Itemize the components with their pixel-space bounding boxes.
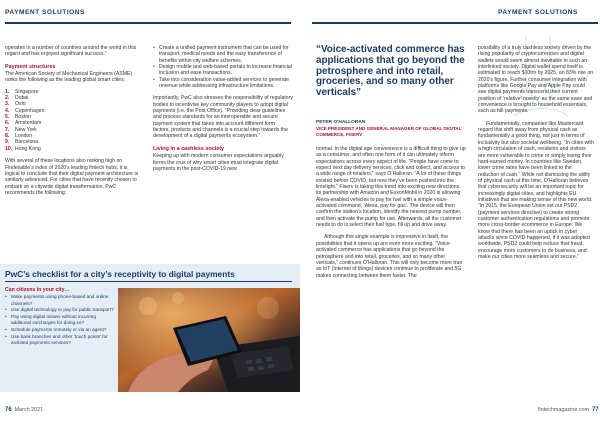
quote-attribution-title: VICE PRESIDENT AND GENERAL MANAGER OF GLOBAL DIGITAL COMMERCE, FISERV [316,126,462,137]
city-name: Copenhagen [15,107,45,114]
recommendation-item: • Take into consideration value-added services to generate revenue while addressing infrastructure limitations. [153,77,293,90]
city-rank: 5. [5,114,10,121]
intro-paragraph: operates in a number of countries around the world in this regard and has enjoyed significant success.” [5,45,137,58]
checklist-item: • Make payments using phone-based and online channels? [5,294,117,307]
voice-commerce-paragraph: Although this single example is impressive in itself, the possibilities that it opens up are even more exciting. “Voice-activated commerce has applications that go beyond the petrosphere and into retail, groceries, and so many other verticals,” continues O’Halloran. This will only become more true as IoT (Internet of things) devices continue to proliferate and 5G makes connecting between them faster. The [316,234,463,279]
checklist-item: • Use digital technology to pay for public transport? [5,307,117,314]
right-column-2 [478,45,594,266]
checklist-item: • Schedule payments remotely or via an agent? [5,327,117,334]
smart-cities-list [5,89,143,152]
mastercard-paragraph: Fundamentally, companies like Mastercard regard this shift away from physical cash as fundamentally a good thing, not just in terms of inclusivity but also societal wellbeing. “In cities with a high circulation of cash, residents and visitors are more vulnerable to crime or simply losing their hard-earned money. In countries like Sweden, lower crime rates have been linked to the reduction of cash.” While not dismissing the utility of physical cash at this time, O’Halloran believes that cybersecurity will be an important topic for increasingly digital cities, and highlights EU initiatives that are making sense of this new world. “In 2015, the European Union set out PSD2 (payment services directive) to create strong customer authentication regulations and promote more cross-border ecommerce in Europe. We know that there has been an uptick in cyber attacks since COVID happened, if it was adopted worldwide, PSD2 could help reduce that fraud, encourage more customers to do business, and make our cities more seamless and secure.” [478,120,594,260]
convenience-paragraph: normal. In the digital age convenience is a difficult thing to give up as a consumer, and often one form of it can ultimately inform expectations across every aspect of life. “People have come to expect next day delivery services, click and collect, and access to a wide range of retailers,” says O’Halloran. “A lot of these things existed before COVID, but now they’ve been pushed into the limelight.” Fiserv is taking this trend into exciting new directions, its partnership with Amazon and ExxonMobil in 2020 is allowing Alexa-enabled vehicles to pay for fuel with a simple voice-activated command, ‘Alexa, pay for gas’. The device will then confirm the station’s location, identify the nearest pump number, and then activate the pump for use. Afterwards, all the customer needs to do is select their fuel type, fill up and drive away. [316,146,466,229]
magazine-site: fintechmagazine.com [538,407,589,413]
city-name: Hong Kong [15,145,41,152]
right-page [300,0,600,424]
city-rank: 9. [5,139,10,146]
header-rule-left [5,22,291,24]
header-rule-right [312,22,598,24]
city-rank: 7. [5,126,10,133]
payment-structures-heading: Payment structures [5,63,56,70]
recommendation-item: • Create a unified payment instrument that can be used for transport, medical needs and the easy transference of benefits within city welfare schemes. [153,45,293,64]
checklist-subheading: Can citizens in your city… [5,287,70,293]
cashless-society-heading: Living in a cashless society [153,145,225,152]
city-name: Amsterdam [15,120,42,127]
left-column-1 [5,45,143,202]
city-name: Boston [15,114,32,121]
regulation-paragraph: Importantly, PwC also stresses the responsibility of regulatory bodies to incentivise key community players to adopt digital payments (i.e. the Post Office). “Providing clear guidelines and process standards for an interoperable and secure payment system that takes into account different form factors, products and channels is a crucial step towards the development of a digital payments ecosystem.” [153,95,293,140]
asme-paragraph: The American Society of Mechanical Engineers (ASME) ranks the following as the leading global smart cities: [5,71,133,84]
phone-payment-illustration [118,288,300,392]
right-column-1 [316,146,466,285]
city-name: London [15,133,33,140]
city-rank: 6. [5,120,10,127]
issue-date: March 2021 [14,407,44,413]
checklist-rule [5,281,292,282]
city-name: Barcelona [15,139,39,146]
city-rank: 3. [5,101,10,108]
checklist-title: PwC’s checklist for a city’s receptivity to digital payments [5,269,235,279]
footer-left [5,407,43,413]
phone-payment-photo [118,288,300,392]
city-rank: 4. [5,107,10,114]
city-rank: 1. [5,88,10,95]
pwc-recommendations-list [153,45,293,89]
pull-quote: “Voice-activated commerce has applications that go beyond the petrosphere and into retail, groceries, and so many other verticals” [316,44,465,99]
section-header-left: PAYMENT SOLUTIONS [5,9,85,16]
page-number-left: 76 [5,407,12,413]
city-name: Dubai [15,95,29,102]
cashless-future-paragraph: possibility of a truly cashless society driven by the rising popularity of cryptocurrencies and digital wallets would seem almost inevitable in such an interlinked society. Digital wallet spend itself is estimated to reach $10trn by 2025, an 83% rise on 2020’s figure. Further consumer integration with platforms like Google Pay and Apple Pay could see digital payments transcend their current position of ‘relative’ novelty’ as the same ease and convenience is brought to household essentials, such as bill payments. [478,45,594,115]
checklist-items [5,294,117,347]
city-rank: 2. [5,95,10,102]
city-name: Singapore [15,88,39,95]
recommendation-item: • Design mobile and web-based portals to increase financial inclusion and ease transactions. [153,64,293,77]
cashless-paragraph: Keeping up with modern consumer expectations arguably forms the crux of why smart cities must integrate digital payments in the post-COVID-19 new [153,153,284,172]
quote-attribution-name: PETER O’HALLORAN [316,120,366,125]
section-header-right: PAYMENT SOLUTIONS [498,9,578,16]
checklist-item: • Pay using digital means without incurring additional surcharges for doing so? [5,314,117,327]
city-list-item [5,146,143,152]
city-name: Oslo [15,101,26,108]
footer-right [538,407,599,413]
city-rank: 8. [5,133,10,140]
left-column-2 [153,45,293,178]
page-number-right: 77 [591,407,599,413]
city-name: New York [15,126,37,133]
closing-paragraph: With several of these locations also ranking high on Findexable’s index of 2020’s leading fintech hubs, it is logical to conclude that their digital payment architecture is similarly advanced. For cities that have recently chosen to embark on a citywide digital transformation, PwC recommends the following: [5,158,139,196]
city-rank: 10. [5,145,13,152]
checklist-item: • Use bank branches and other ‘touch points’ for assisted payments services? [5,334,117,347]
